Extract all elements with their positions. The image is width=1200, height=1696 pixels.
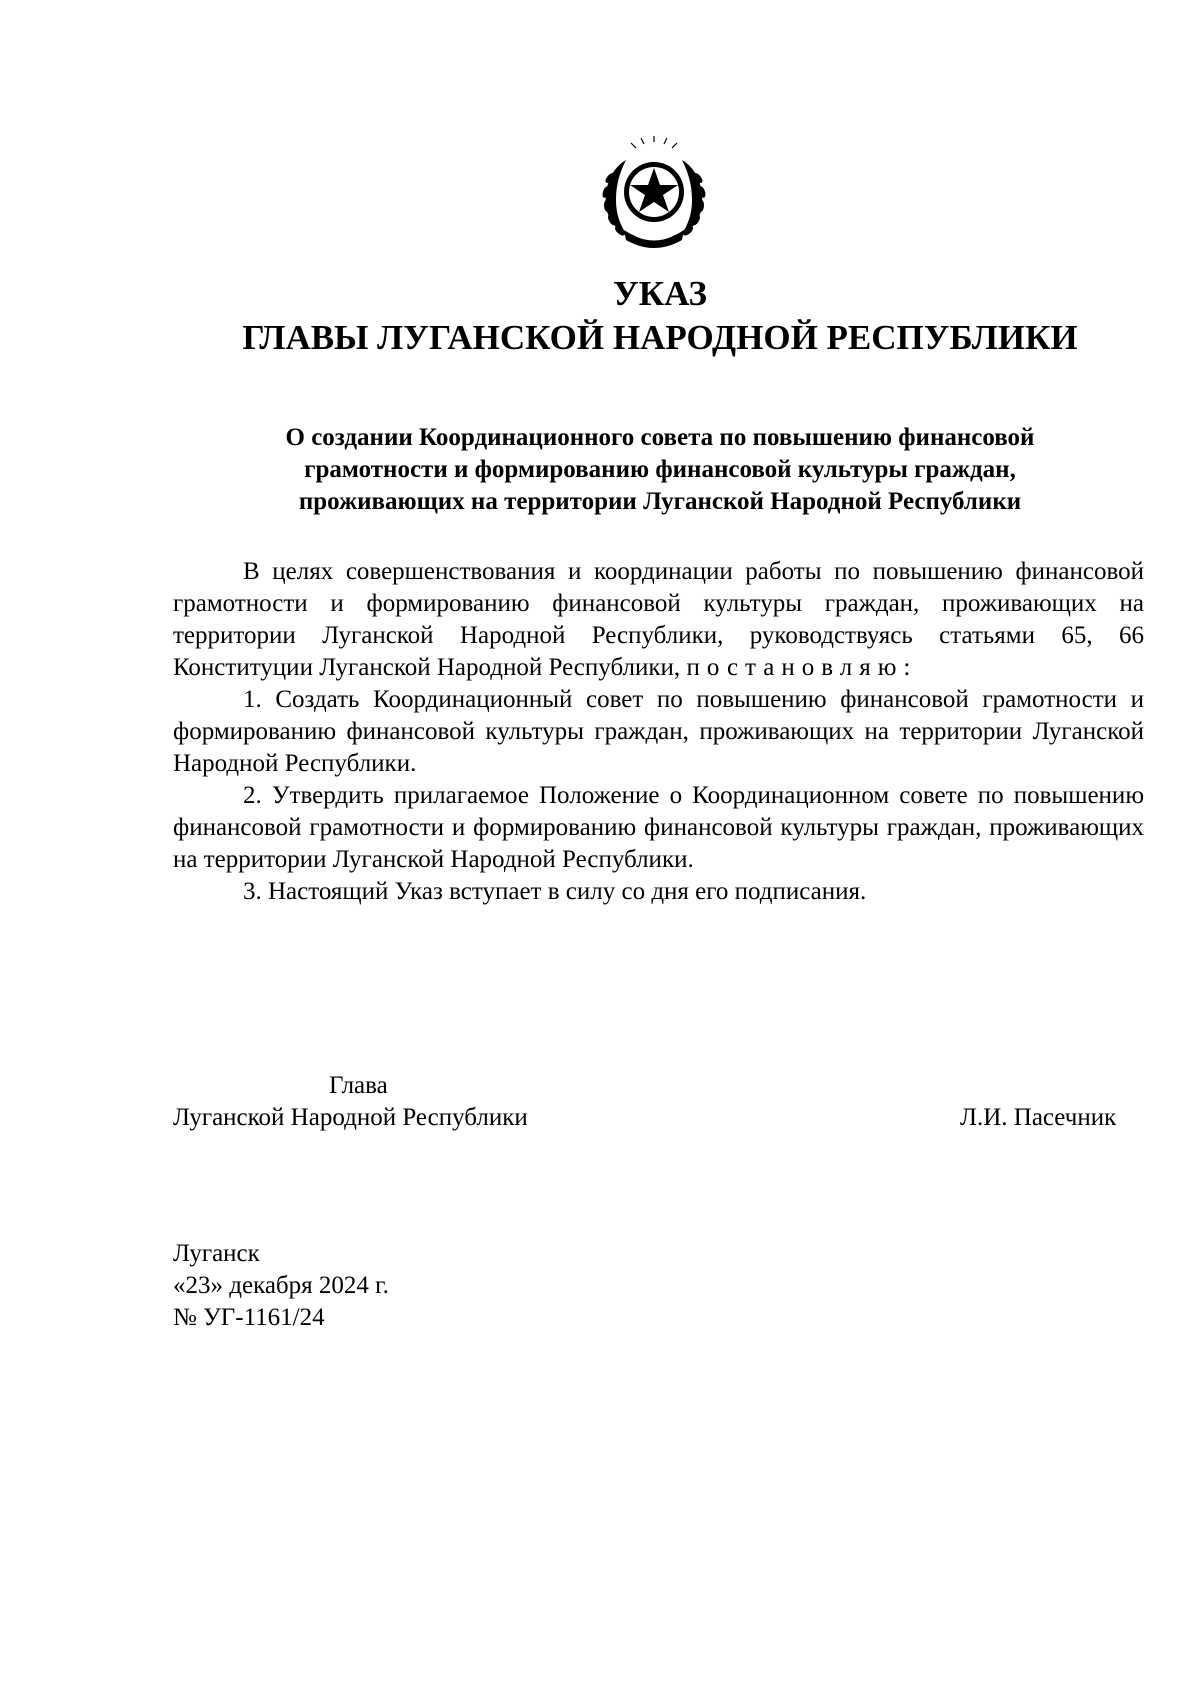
decree-item-2: 2. Утвердить прилагаемое Положение о Координационном совете по повышению финансовой грамотности и формированию финансовой культуры граждан, проживающих на территории Луганской Народной Республики. [173, 782, 1144, 873]
decree-body [173, 556, 1144, 908]
signatory-organization: Луганской Народной Республики [173, 1104, 528, 1131]
lpr-coat-of-arms-icon [586, 134, 722, 252]
decree-issuer: ГЛАВЫ ЛУГАНСКОЙ НАРОДНОЙ РЕСПУБЛИКИ [242, 318, 1078, 357]
decree-subject [200, 422, 1120, 518]
preamble-paragraph [173, 556, 1144, 684]
signatory-name: Л.И. Пасечник [960, 1104, 1117, 1131]
signatory-role: Глава [329, 1072, 388, 1099]
decree-item-1: 1. Создать Координационный совет по повышению финансовой грамотности и формированию финансовой культуры граждан, проживающих на территории Луганской Народной Республики. [173, 686, 1144, 777]
subject-line-1: О создании Координационного совета по повышению финансовой [285, 424, 1035, 451]
decree-city: Луганск [173, 1240, 260, 1267]
subject-line-3: проживающих на территории Луганской Народной Республики [298, 488, 1022, 515]
decree-footer [173, 1238, 389, 1334]
decree-number: № УГ-1161/24 [173, 1304, 325, 1331]
signature-block [173, 1070, 528, 1134]
subject-line-2: грамотности и формированию финансовой культуры граждан, [304, 456, 1016, 483]
decree-title-block [0, 272, 1200, 360]
decree-date: «23» декабря 2024 г. [173, 1272, 389, 1299]
preamble-text: В целях совершенствования и координации работы по повышению финансовой грамотности и формированию финансовой культуры граждан, проживающих на территории Луганской Народной Республики, руководствуясь статьями 65, 66 Конституции Луганской Народной Республики, [173, 558, 1144, 681]
decree-title: УКАЗ [613, 274, 707, 313]
decree-word: постановляю: [686, 654, 918, 681]
decree-item-3: 3. Настоящий Указ вступает в силу со дня его подписания. [243, 878, 867, 905]
